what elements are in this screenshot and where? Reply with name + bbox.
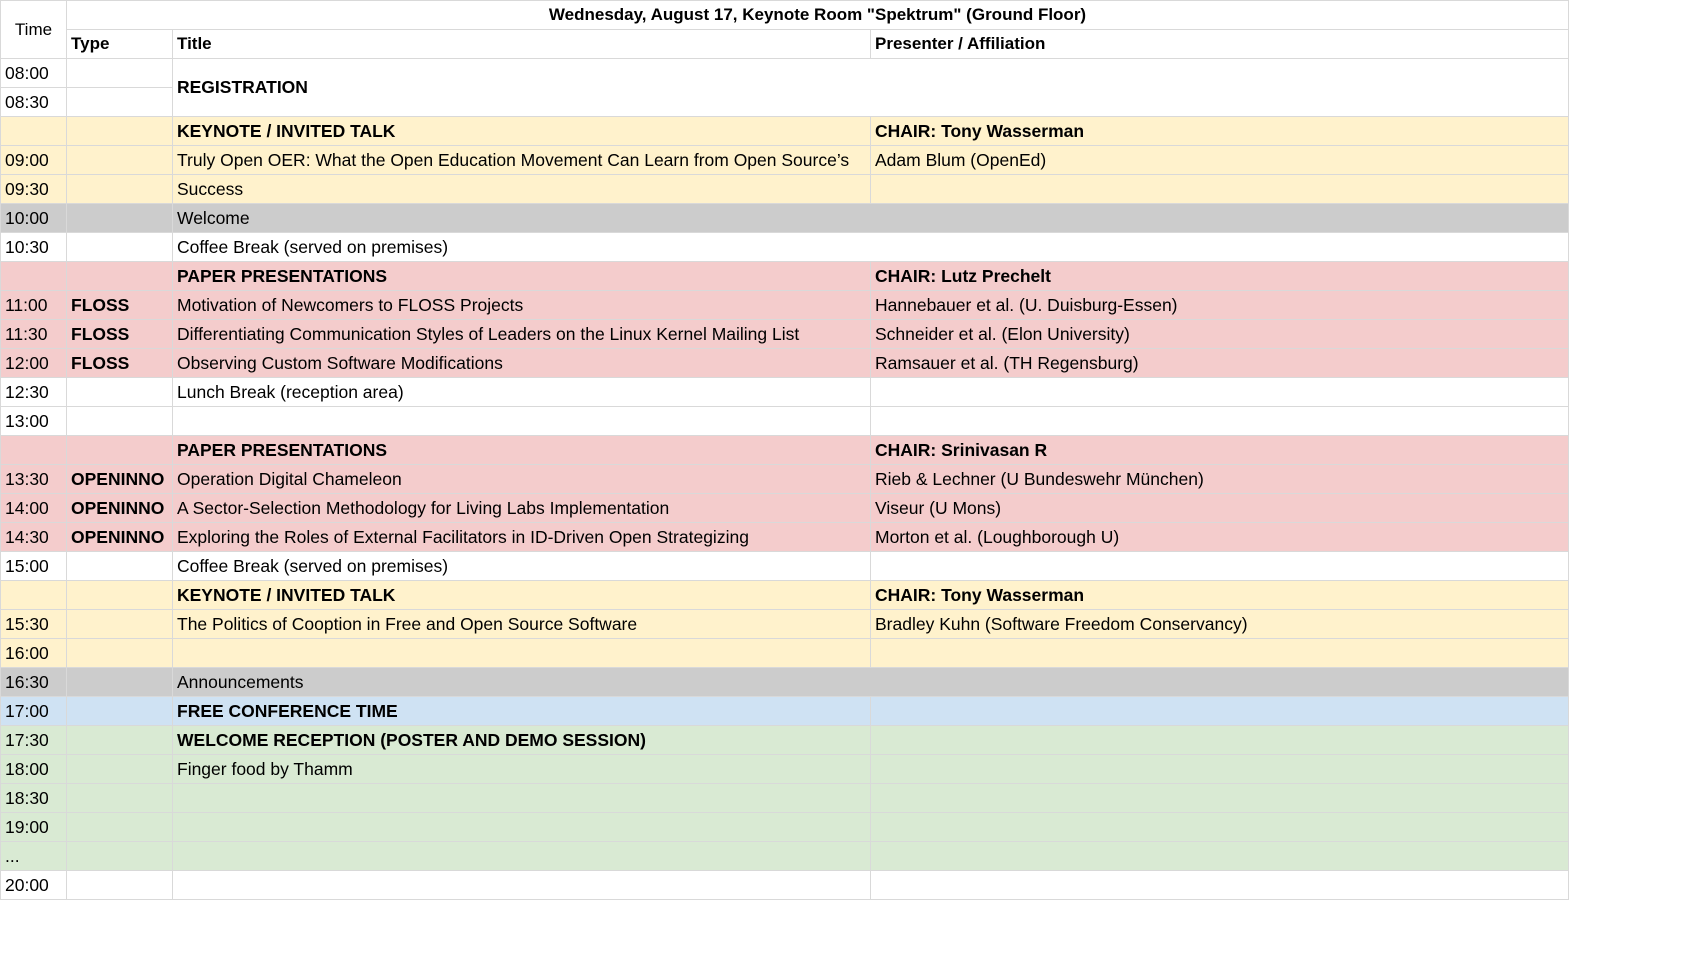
type-cell bbox=[67, 175, 173, 204]
time-cell: 10:30 bbox=[1, 233, 67, 262]
schedule-row bbox=[1, 610, 1569, 639]
talk-title bbox=[173, 871, 871, 900]
time-cell bbox=[1, 117, 67, 146]
type-cell bbox=[67, 842, 173, 871]
reception-detail: Finger food by Thamm bbox=[173, 755, 871, 784]
presenter-cell: Ramsauer et al. (TH Regensburg) bbox=[871, 349, 1569, 378]
break-title: Coffee Break (served on premises) bbox=[173, 552, 871, 581]
time-column-header: Time bbox=[1, 1, 67, 59]
type-cell: OPENINNO bbox=[67, 494, 173, 523]
type-cell: FLOSS bbox=[67, 320, 173, 349]
session-chair: CHAIR: Tony Wasserman bbox=[871, 117, 1569, 146]
time-cell: 19:00 bbox=[1, 813, 67, 842]
free-time-title: FREE CONFERENCE TIME bbox=[173, 697, 871, 726]
time-cell: 17:00 bbox=[1, 697, 67, 726]
time-cell: 08:00 bbox=[1, 59, 67, 88]
presenter-cell: Adam Blum (OpenEd) bbox=[871, 146, 1569, 175]
talk-title: Operation Digital Chameleon bbox=[173, 465, 871, 494]
day-title: Wednesday, August 17, Keynote Room "Spektrum" (Ground Floor) bbox=[67, 1, 1569, 30]
session-title: KEYNOTE / INVITED TALK bbox=[173, 581, 871, 610]
presenter-cell: Hannebauer et al. (U. Duisburg-Essen) bbox=[871, 291, 1569, 320]
time-cell: 11:00 bbox=[1, 291, 67, 320]
presenter-cell bbox=[871, 697, 1569, 726]
type-cell bbox=[67, 726, 173, 755]
type-cell bbox=[67, 697, 173, 726]
schedule-row bbox=[1, 813, 1569, 842]
presenter-cell bbox=[871, 871, 1569, 900]
schedule-row bbox=[1, 755, 1569, 784]
type-cell: OPENINNO bbox=[67, 465, 173, 494]
schedule-row bbox=[1, 146, 1569, 175]
time-cell bbox=[1, 581, 67, 610]
type-cell bbox=[67, 262, 173, 291]
talk-title bbox=[173, 813, 871, 842]
schedule-row bbox=[1, 697, 1569, 726]
type-cell bbox=[67, 204, 173, 233]
column-header-row bbox=[1, 30, 1569, 59]
talk-title bbox=[173, 784, 871, 813]
schedule-row bbox=[1, 465, 1569, 494]
presenter-cell bbox=[871, 407, 1569, 436]
presenter-cell bbox=[871, 378, 1569, 407]
talk-title: Success bbox=[173, 175, 871, 204]
type-cell bbox=[67, 639, 173, 668]
schedule-row bbox=[1, 349, 1569, 378]
type-cell bbox=[67, 233, 173, 262]
presenter-cell bbox=[871, 755, 1569, 784]
type-cell bbox=[67, 581, 173, 610]
time-cell: 09:30 bbox=[1, 175, 67, 204]
time-cell: 14:30 bbox=[1, 523, 67, 552]
talk-title: A Sector-Selection Methodology for Living Labs Implementation bbox=[173, 494, 871, 523]
time-cell: 15:00 bbox=[1, 552, 67, 581]
time-cell: 11:30 bbox=[1, 320, 67, 349]
type-cell: FLOSS bbox=[67, 291, 173, 320]
plenary-title: Announcements bbox=[173, 668, 1569, 697]
plenary-title: Welcome bbox=[173, 204, 1569, 233]
presenter-cell bbox=[871, 726, 1569, 755]
presenter-cell: Schneider et al. (Elon University) bbox=[871, 320, 1569, 349]
type-cell bbox=[67, 668, 173, 697]
type-cell bbox=[67, 784, 173, 813]
talk-title bbox=[173, 842, 871, 871]
type-column-header: Type bbox=[67, 30, 173, 59]
schedule-row bbox=[1, 668, 1569, 697]
schedule-row bbox=[1, 407, 1569, 436]
talk-title bbox=[173, 639, 871, 668]
session-title: KEYNOTE / INVITED TALK bbox=[173, 117, 871, 146]
presenter-cell bbox=[871, 842, 1569, 871]
time-cell: 13:00 bbox=[1, 407, 67, 436]
schedule-row bbox=[1, 233, 1569, 262]
type-cell bbox=[67, 88, 173, 117]
time-cell: ... bbox=[1, 842, 67, 871]
talk-title: Truly Open OER: What the Open Education Movement Can Learn from Open Source’s bbox=[173, 146, 871, 175]
schedule-row bbox=[1, 291, 1569, 320]
schedule-row bbox=[1, 639, 1569, 668]
schedule-row bbox=[1, 494, 1569, 523]
talk-title: Observing Custom Software Modifications bbox=[173, 349, 871, 378]
time-cell: 20:00 bbox=[1, 871, 67, 900]
talk-title bbox=[173, 407, 871, 436]
schedule-row bbox=[1, 726, 1569, 755]
presenter-cell bbox=[871, 175, 1569, 204]
schedule-row bbox=[1, 523, 1569, 552]
presenter-cell: Rieb & Lechner (U Bundeswehr München) bbox=[871, 465, 1569, 494]
type-cell bbox=[67, 610, 173, 639]
presenter-column-header: Presenter / Affiliation bbox=[871, 30, 1569, 59]
schedule-row bbox=[1, 175, 1569, 204]
type-cell bbox=[67, 59, 173, 88]
time-cell: 17:30 bbox=[1, 726, 67, 755]
time-cell: 16:30 bbox=[1, 668, 67, 697]
type-cell bbox=[67, 813, 173, 842]
break-title: Lunch Break (reception area) bbox=[173, 378, 871, 407]
time-cell: 09:00 bbox=[1, 146, 67, 175]
talk-title: Differentiating Communication Styles of Leaders on the Linux Kernel Mailing List bbox=[173, 320, 871, 349]
time-cell: 12:00 bbox=[1, 349, 67, 378]
session-chair: CHAIR: Lutz Prechelt bbox=[871, 262, 1569, 291]
type-cell bbox=[67, 436, 173, 465]
registration-title: REGISTRATION bbox=[173, 59, 1569, 117]
presenter-cell bbox=[871, 813, 1569, 842]
time-cell: 08:30 bbox=[1, 88, 67, 117]
schedule-row bbox=[1, 784, 1569, 813]
type-cell bbox=[67, 378, 173, 407]
session-header-row bbox=[1, 436, 1569, 465]
break-title: Coffee Break (served on premises) bbox=[173, 233, 1569, 262]
session-header-row bbox=[1, 117, 1569, 146]
schedule-row bbox=[1, 320, 1569, 349]
session-header-row bbox=[1, 581, 1569, 610]
presenter-cell: Viseur (U Mons) bbox=[871, 494, 1569, 523]
schedule-row bbox=[1, 59, 1569, 88]
type-cell bbox=[67, 146, 173, 175]
time-cell: 13:30 bbox=[1, 465, 67, 494]
schedule-row bbox=[1, 552, 1569, 581]
time-cell: 16:00 bbox=[1, 639, 67, 668]
presenter-cell: Morton et al. (Loughborough U) bbox=[871, 523, 1569, 552]
schedule-row bbox=[1, 842, 1569, 871]
schedule-row bbox=[1, 204, 1569, 233]
talk-title: Motivation of Newcomers to FLOSS Projects bbox=[173, 291, 871, 320]
title-column-header: Title bbox=[173, 30, 871, 59]
time-cell bbox=[1, 436, 67, 465]
session-chair: CHAIR: Tony Wasserman bbox=[871, 581, 1569, 610]
time-cell: 18:30 bbox=[1, 784, 67, 813]
presenter-cell: Bradley Kuhn (Software Freedom Conservancy) bbox=[871, 610, 1569, 639]
type-cell bbox=[67, 407, 173, 436]
schedule-row bbox=[1, 871, 1569, 900]
time-cell: 14:00 bbox=[1, 494, 67, 523]
presenter-cell bbox=[871, 639, 1569, 668]
type-cell: FLOSS bbox=[67, 349, 173, 378]
talk-title: Exploring the Roles of External Facilitators in ID-Driven Open Strategizing bbox=[173, 523, 871, 552]
session-title: PAPER PRESENTATIONS bbox=[173, 436, 871, 465]
type-cell bbox=[67, 871, 173, 900]
presenter-cell bbox=[871, 552, 1569, 581]
type-cell bbox=[67, 552, 173, 581]
header-row bbox=[1, 1, 1569, 30]
reception-title: WELCOME RECEPTION (POSTER AND DEMO SESSION) bbox=[173, 726, 871, 755]
schedule-row bbox=[1, 378, 1569, 407]
type-cell bbox=[67, 117, 173, 146]
session-chair: CHAIR: Srinivasan R bbox=[871, 436, 1569, 465]
session-header-row bbox=[1, 262, 1569, 291]
presenter-cell bbox=[871, 784, 1569, 813]
type-cell: OPENINNO bbox=[67, 523, 173, 552]
time-cell: 15:30 bbox=[1, 610, 67, 639]
time-cell: 12:30 bbox=[1, 378, 67, 407]
type-cell bbox=[67, 755, 173, 784]
session-title: PAPER PRESENTATIONS bbox=[173, 262, 871, 291]
time-cell: 10:00 bbox=[1, 204, 67, 233]
talk-title: The Politics of Cooption in Free and Open Source Software bbox=[173, 610, 871, 639]
time-cell: 18:00 bbox=[1, 755, 67, 784]
time-cell bbox=[1, 262, 67, 291]
